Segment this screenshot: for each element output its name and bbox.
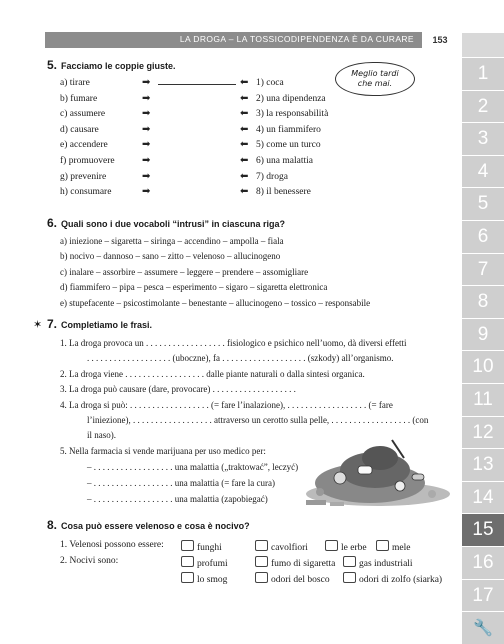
drugs-pile-illustration bbox=[300, 428, 450, 508]
checkbox-label: cavolfiori bbox=[271, 543, 308, 553]
checkbox-option[interactable] bbox=[255, 556, 335, 569]
match-left-item: c) assumere bbox=[60, 109, 106, 120]
star-icon: ✶ bbox=[33, 318, 43, 331]
arrow-left-icon: ⬅ bbox=[240, 139, 249, 151]
checkbox[interactable] bbox=[376, 540, 389, 551]
checkbox[interactable] bbox=[343, 572, 356, 583]
arrow-left-icon: ⬅ bbox=[240, 123, 249, 135]
match-right-item: 3) la responsabilità bbox=[256, 109, 329, 120]
checkbox-option[interactable] bbox=[181, 556, 228, 569]
exercise-number: 8. bbox=[47, 518, 58, 532]
tab-chapter-4[interactable]: 4 bbox=[462, 155, 504, 188]
speech-bubble bbox=[335, 62, 415, 96]
checkbox-option[interactable] bbox=[181, 540, 222, 553]
exercise-title: Facciamo le coppie giuste. bbox=[61, 61, 176, 71]
arrow-left-icon: ⬅ bbox=[240, 77, 249, 88]
arrow-left-icon: ⬅ bbox=[240, 186, 249, 198]
arrow-right-icon: ➡ bbox=[142, 155, 151, 166]
tab-chapter-5[interactable]: 5 bbox=[462, 187, 504, 220]
arrow-right-icon: ➡ bbox=[142, 92, 151, 104]
checkbox[interactable] bbox=[325, 540, 338, 551]
completion-line: – . . . . . . . . . . . . . . . . . . una malattia („traktować”, leczyć) bbox=[87, 462, 299, 472]
exercise-title: Cosa può essere velenoso e cosa è nocivo? bbox=[61, 521, 250, 531]
checkbox[interactable] bbox=[181, 556, 194, 567]
checkbox-label: odori del bosco bbox=[271, 575, 330, 585]
exercise-8-heading bbox=[47, 518, 250, 532]
exercise-number: 6. bbox=[47, 216, 58, 230]
exercise-number: 5. bbox=[47, 58, 58, 72]
arrow-left-icon: ⬅ bbox=[240, 92, 249, 104]
exercise-title: Quali sono i due vocaboli “intrusi” in ciascuna riga? bbox=[61, 219, 286, 229]
checkbox-option[interactable] bbox=[376, 540, 410, 553]
exercise-7-heading bbox=[47, 317, 152, 331]
completion-line: 3. La droga può causare (dare, provocare) . . . . . . . . . . . . . . . . . . . bbox=[60, 384, 296, 394]
checkbox-label: odori di zolfo (siarka) bbox=[359, 575, 443, 585]
checkbox-label: mele bbox=[392, 543, 411, 553]
intruder-row: c) inalare – assorbire – assumere – leggere – prendere – assomigliare bbox=[60, 266, 309, 277]
intruder-row: b) nocivo – dannoso – sano – zitto – velenoso – allucinogeno bbox=[60, 251, 281, 262]
intruder-row: d) fiammifero – pipa – pesca – esperimento – sigaro – sigaretta elettronica bbox=[60, 282, 328, 293]
checkbox-label: profumi bbox=[197, 559, 228, 569]
completion-line: 2. La droga viene . . . . . . . . . . . . . . . . . . dalle piante naturali o dalla sintesi organica. bbox=[60, 369, 365, 379]
tab-chapter-16[interactable]: 16 bbox=[462, 546, 504, 579]
match-right-item: 7) droga bbox=[256, 171, 288, 182]
tab-chapter-3[interactable]: 3 bbox=[462, 122, 504, 155]
tab-chapter-13[interactable]: 13 bbox=[462, 448, 504, 481]
checkbox-label: fumo di sigaretta bbox=[271, 559, 336, 569]
tab-chapter-9[interactable]: 9 bbox=[462, 318, 504, 351]
arrow-left-icon: ⬅ bbox=[240, 170, 249, 182]
intruder-row: e) stupefacente – psicostimolante – benestante – allucinogeno – tossico – responsabile bbox=[60, 297, 371, 308]
match-right-item: 2) una dipendenza bbox=[256, 93, 326, 104]
tab-chapter-2[interactable]: 2 bbox=[462, 90, 504, 123]
arrow-right-icon: ➡ bbox=[142, 108, 151, 120]
match-left-item: f) promuovere bbox=[60, 156, 115, 166]
wrench-icon[interactable]: 🔧 bbox=[462, 611, 504, 644]
page-number: 153 bbox=[422, 32, 458, 48]
arrow-right-icon: ➡ bbox=[142, 186, 151, 198]
chapter-title: LA DROGA – LA TOSSICODIPENDENZA È DA CURARE bbox=[179, 34, 414, 44]
checkbox-label: funghi bbox=[197, 543, 222, 553]
checkbox[interactable] bbox=[255, 572, 268, 583]
match-right-item: 8) il benessere bbox=[256, 187, 311, 198]
tab-chapter-12[interactable]: 12 bbox=[462, 416, 504, 449]
arrow-left-icon: ⬅ bbox=[240, 108, 249, 120]
match-left-item: h) consumare bbox=[60, 187, 112, 198]
arrow-right-icon: ➡ bbox=[142, 170, 151, 182]
match-left-item: d) causare bbox=[60, 124, 99, 135]
checkbox-option[interactable] bbox=[343, 556, 413, 569]
match-left-item: e) accendere bbox=[60, 140, 108, 151]
match-right-item: 1) coca bbox=[256, 78, 284, 88]
checkbox-option[interactable] bbox=[325, 540, 367, 553]
arrow-right-icon: ➡ bbox=[142, 123, 151, 135]
checkbox-option[interactable] bbox=[181, 572, 227, 585]
arrow-right-icon: ➡ bbox=[142, 139, 151, 151]
checkbox[interactable] bbox=[343, 556, 356, 567]
match-right-item: 5) come un turco bbox=[256, 140, 321, 151]
match-left-item: g) prevenire bbox=[60, 171, 107, 182]
completion-line: il naso). bbox=[87, 430, 116, 440]
checkbox-label: lo smog bbox=[197, 575, 228, 585]
question-2-label: 2. Nocivi sono: bbox=[60, 556, 119, 566]
bubble-line: Meglio tardi bbox=[351, 69, 399, 78]
checkbox[interactable] bbox=[255, 540, 268, 551]
tab-chapter-15[interactable]: 15 bbox=[462, 513, 504, 546]
match-right-item: 6) una malattia bbox=[256, 156, 313, 166]
completion-line: 5. Nella farmacia si vende marijuana per uso medico per: bbox=[60, 446, 266, 456]
exercise-number: 7. bbox=[47, 317, 58, 331]
checkbox[interactable] bbox=[181, 540, 194, 551]
completion-line: – . . . . . . . . . . . . . . . . . . una malattia (= fare la cura) bbox=[87, 478, 276, 488]
checkbox-option[interactable] bbox=[343, 572, 442, 585]
exercise-6-heading bbox=[47, 216, 285, 230]
completion-line: l’iniezione), . . . . . . . . . . . . . . . . . . attraverso un cerotto sulla pelle, . . . . . . . . . . . . . . . . . . (con bbox=[87, 415, 429, 425]
tab-chapter-14[interactable]: 14 bbox=[462, 481, 504, 514]
page-header bbox=[45, 32, 458, 48]
checkbox-label: gas industriali bbox=[359, 559, 413, 569]
question-1-label: 1. Velenosi possono essere: bbox=[60, 540, 164, 550]
completion-line: 1. La droga provoca un . . . . . . . . . . . . . . . . . . fisiologico e psichico nell’uomo, dà diversi effetti bbox=[60, 338, 407, 348]
checkbox-option[interactable] bbox=[255, 572, 330, 585]
tab-chapter-1[interactable]: 1 bbox=[462, 57, 504, 90]
match-left-item: b) fumare bbox=[60, 93, 98, 104]
answer-line bbox=[158, 84, 236, 85]
intruder-row: a) iniezione – sigaretta – siringa – accendino – ampolla – fiala bbox=[60, 236, 284, 246]
match-left-item: a) tirare bbox=[60, 78, 90, 88]
completion-line: . . . . . . . . . . . . . . . . . . . (uboczne), fa . . . . . . . . . . . . . . . . . . . (szkody) all’organismo. bbox=[87, 353, 394, 363]
tab-chapter-17[interactable]: 17 bbox=[462, 579, 504, 612]
exercise-5-heading bbox=[47, 58, 176, 72]
tab-chapter-6[interactable]: 6 bbox=[462, 220, 504, 253]
checkbox[interactable] bbox=[255, 556, 268, 567]
checkbox-label: le erbe bbox=[341, 543, 367, 553]
chapter-tabs bbox=[462, 32, 504, 644]
completion-line: – . . . . . . . . . . . . . . . . . . una malattia (zapobiegać) bbox=[87, 494, 268, 504]
tab-chapter-7[interactable]: 7 bbox=[462, 253, 504, 286]
checkbox-option[interactable] bbox=[255, 540, 308, 553]
arrow-left-icon: ⬅ bbox=[240, 155, 249, 166]
checkbox[interactable] bbox=[181, 572, 194, 583]
tab-chapter-8[interactable]: 8 bbox=[462, 285, 504, 318]
tab-chapter-10[interactable]: 10 bbox=[462, 350, 504, 383]
tab-blank bbox=[462, 32, 504, 57]
exercise-title: Completiamo le frasi. bbox=[61, 320, 153, 330]
match-right-item: 4) un fiammifero bbox=[256, 124, 321, 135]
tab-chapter-11[interactable]: 11 bbox=[462, 383, 504, 416]
completion-line: 4. La droga si può: . . . . . . . . . . . . . . . . . . (= fare l’inalazione), . . . . . . . . . . . . . . . . . . (= fare bbox=[60, 400, 393, 410]
bubble-line: che mai. bbox=[357, 79, 393, 88]
arrow-right-icon: ➡ bbox=[142, 77, 151, 88]
